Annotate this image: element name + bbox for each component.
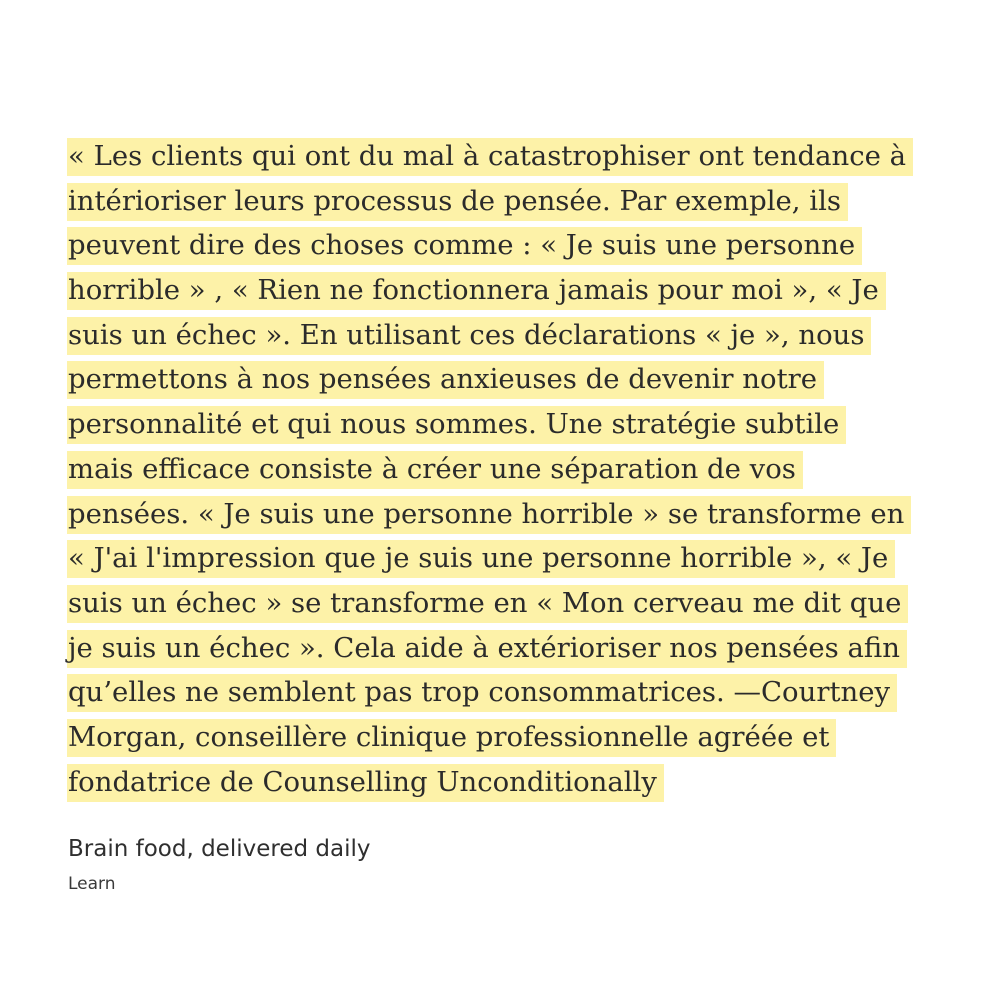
quote-line-text: permettons à nos pensées anxieuses de devenir notre — [67, 361, 824, 399]
quote-line — [67, 268, 927, 313]
quote-line — [67, 179, 927, 224]
quote-line-text: personnalité et qui nous sommes. Une stratégie subtile — [67, 406, 846, 444]
quote-line — [67, 581, 927, 626]
quote-line — [67, 536, 927, 581]
quote-line-text: je suis un échec ». Cela aide à extérioriser nos pensées afin — [67, 630, 907, 668]
quote-line-text: intérioriser leurs processus de pensée. Par exemple, ils — [67, 183, 848, 221]
quote-line — [67, 670, 927, 715]
quote-line — [67, 402, 927, 447]
quote-line-text: fondatrice de Counselling Unconditionally — [67, 764, 664, 802]
quote-line-text: suis un échec ». En utilisant ces déclarations « je », nous — [67, 317, 871, 355]
quote-line-text: Morgan, conseillère clinique professionnelle agréée et — [67, 719, 836, 757]
quote-line-text: pensées. « Je suis une personne horrible » se transforme en — [67, 496, 911, 534]
newsletter-tagline: Brain food, delivered daily — [68, 836, 371, 862]
learn-link[interactable]: Learn — [68, 874, 116, 894]
quote-line — [67, 223, 927, 268]
quote-line-text: mais efficace consiste à créer une séparation de vos — [67, 451, 803, 489]
quote-line — [67, 447, 927, 492]
quote-line — [67, 357, 927, 402]
quote-line-text: « Les clients qui ont du mal à catastrophiser ont tendance à — [67, 138, 913, 176]
quote-line-text: suis un échec » se transforme en « Mon cerveau me dit que — [67, 585, 908, 623]
quote-line — [67, 626, 927, 671]
quote-line — [67, 134, 927, 179]
quote-line — [67, 715, 927, 760]
highlighted-quote — [67, 134, 927, 804]
quote-line-text: horrible » , « Rien ne fonctionnera jamais pour moi », « Je — [67, 272, 886, 310]
quote-line — [67, 760, 927, 805]
quote-line-text: « J'ai l'impression que je suis une personne horrible », « Je — [67, 540, 895, 578]
quote-line — [67, 492, 927, 537]
quote-line-text: qu’elles ne semblent pas trop consommatrices. —Courtney — [67, 674, 897, 712]
quote-line-text: peuvent dire des choses comme : « Je suis une personne — [67, 227, 862, 265]
quote-line — [67, 313, 927, 358]
